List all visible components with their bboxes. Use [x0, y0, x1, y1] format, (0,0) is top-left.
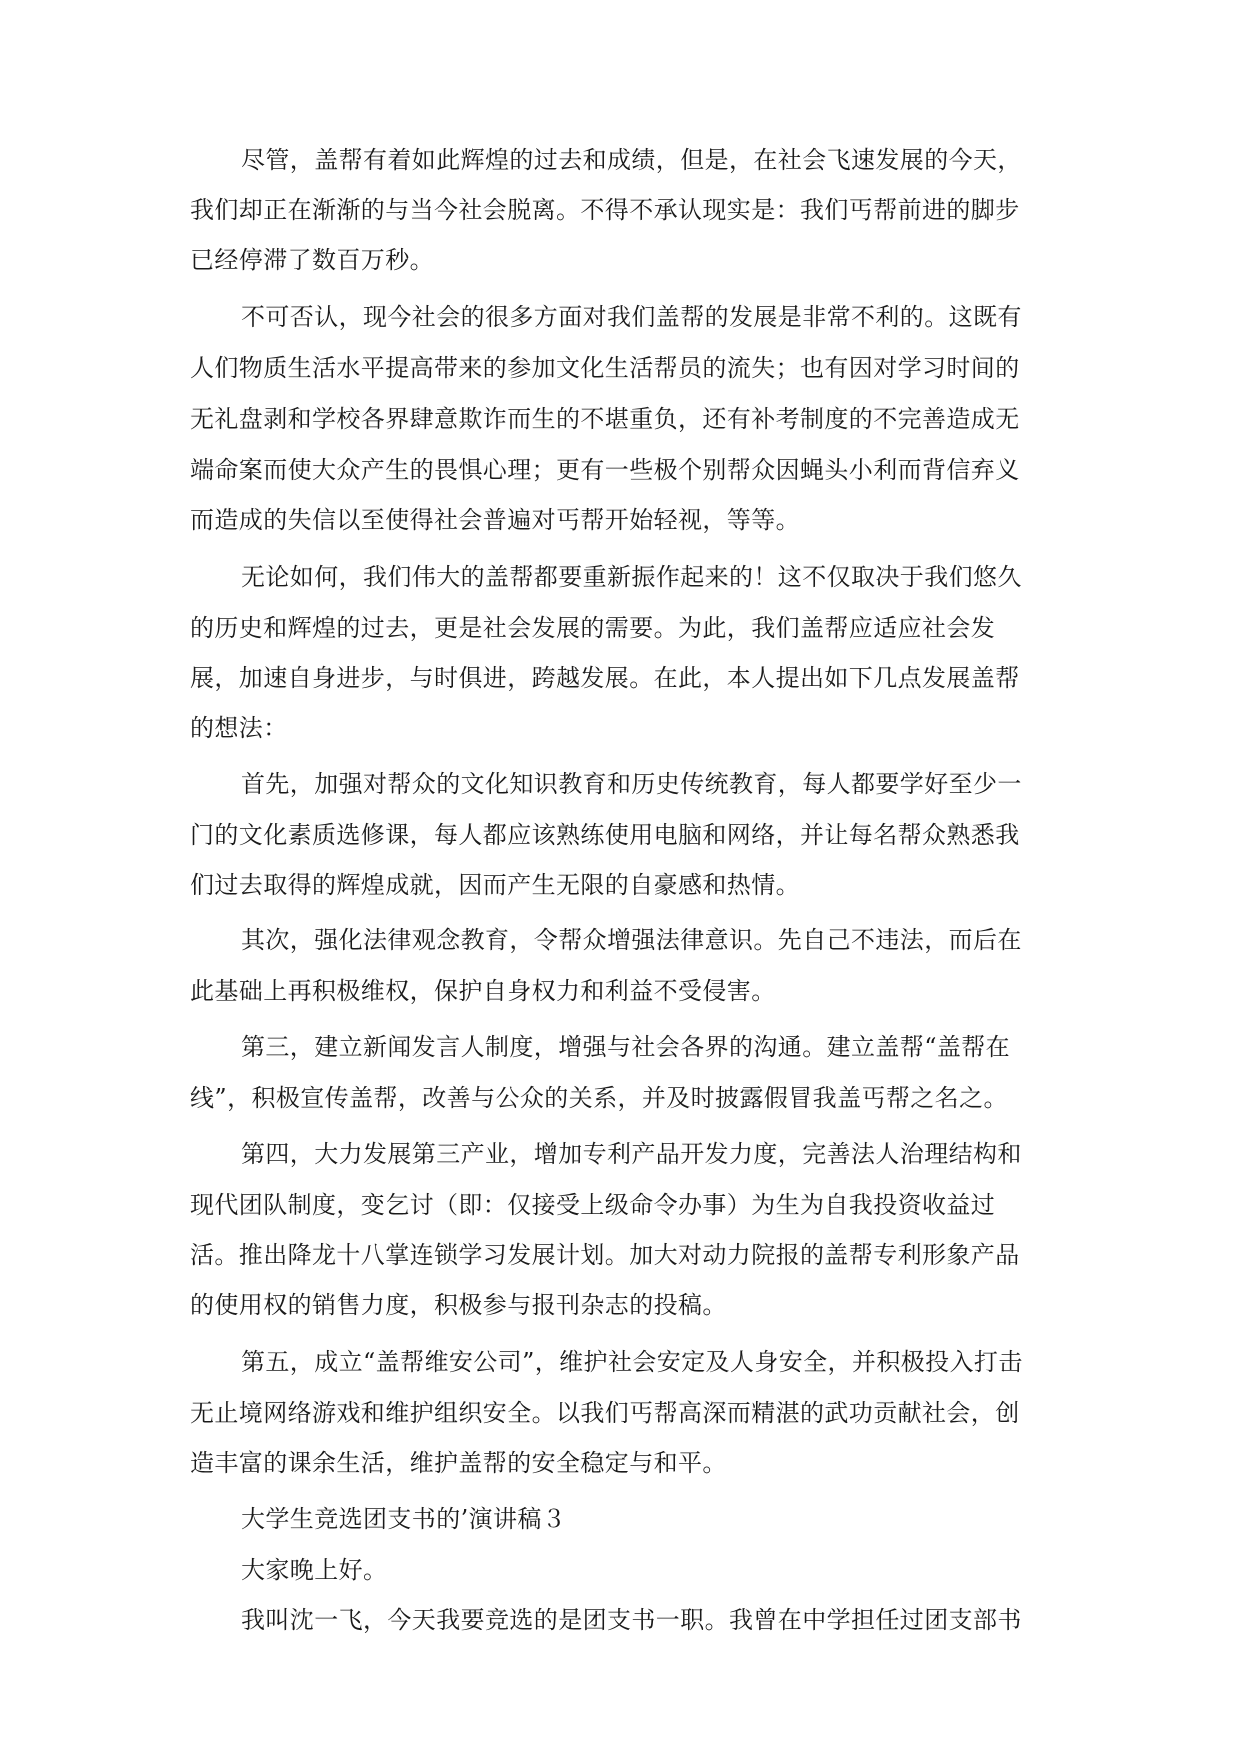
paragraph-line: 端命案而使大众产生的畏惧心理；更有一些极个别帮众因蝇头小利而背信弃义 [190, 456, 1020, 484]
section-heading: 大学生竞选团支书的’演讲稿３ [241, 1505, 567, 1533]
paragraph-line: 线”，积极宣传盖帮，改善与公众的关系，并及时披露假冒我盖丐帮之名之。 [190, 1084, 1008, 1112]
paragraph-line: 现代团队制度，变乞讨（即：仅接受上级命令办事）为生为自我投资收益过 [190, 1191, 996, 1219]
paragraph-line: 已经停滞了数百万秒。 [190, 246, 434, 274]
paragraph-line: 不可否认，现今社会的很多方面对我们盖帮的发展是非常不利的。这既有 [241, 303, 1022, 331]
paragraph-line: 尽管，盖帮有着如此辉煌的过去和成绩，但是，在社会飞速发展的今天， [241, 146, 1022, 174]
paragraph-line: 展，加速自身进步，与时俱进，跨越发展。在此，本人提出如下几点发展盖帮 [190, 664, 1020, 692]
paragraph-line: 第四，大力发展第三产业，增加专利产品开发力度，完善法人治理结构和 [241, 1140, 1022, 1168]
paragraph-line: 首先，加强对帮众的文化知识教育和历史传统教育，每人都要学好至少一 [241, 770, 1022, 798]
paragraph-line: 其次，强化法律观念教育，令帮众增强法律意识。先自己不违法，而后在 [241, 926, 1022, 954]
paragraph-line: 的历史和辉煌的过去，更是社会发展的需要。为此，我们盖帮应适应社会发 [190, 614, 996, 642]
paragraph-line: 无止境网络游戏和维护组织安全。以我们丐帮高深而精湛的武功贡献社会，创 [190, 1399, 1020, 1427]
paragraph-line: 我们却正在渐渐的与当今社会脱离。不得不承认现实是：我们丐帮前进的脚步 [190, 196, 1020, 224]
paragraph-line: 而造成的失信以至使得社会普遍对丐帮开始轻视，等等。 [190, 506, 800, 534]
greeting-line: 大家晚上好。 [241, 1556, 388, 1584]
paragraph-line: 无论如何，我们伟大的盖帮都要重新振作起来的！这不仅取决于我们悠久 [241, 563, 1022, 591]
paragraph-line: 无礼盘剥和学校各界肆意欺诈而生的不堪重负，还有补考制度的不完善造成无 [190, 405, 1020, 433]
paragraph-line: 活。推出降龙十八掌连锁学习发展计划。加大对动力院报的盖帮专利形象产品 [190, 1241, 1020, 1269]
paragraph-line: 人们物质生活水平提高带来的参加文化生活帮员的流失；也有因对学习时间的 [190, 354, 1020, 382]
paragraph-line: 我叫沈一飞，今天我要竞选的是团支书一职。我曾在中学担任过团支部书 [241, 1606, 1022, 1634]
paragraph-line: 造丰富的课余生活，维护盖帮的安全稳定与和平。 [190, 1449, 727, 1477]
paragraph-line: 此基础上再积极维权，保护自身权力和利益不受侵害。 [190, 977, 776, 1005]
paragraph-line: 的想法： [190, 714, 288, 742]
paragraph-line: 的使用权的销售力度，积极参与报刊杂志的投稿。 [190, 1291, 727, 1319]
paragraph-line: 第三，建立新闻发言人制度，增强与社会各界的沟通。建立盖帮“盖帮在 [241, 1033, 1011, 1061]
paragraph-line: 门的文化素质选修课，每人都应该熟练使用电脑和网络，并让每名帮众熟悉我 [190, 821, 1020, 849]
paragraph-line: 们过去取得的辉煌成就，因而产生无限的自豪感和热情。 [190, 871, 800, 899]
paragraph-line: 第五，成立“盖帮维安公司”，维护社会安定及人身安全，并积极投入打击 [241, 1348, 1023, 1376]
